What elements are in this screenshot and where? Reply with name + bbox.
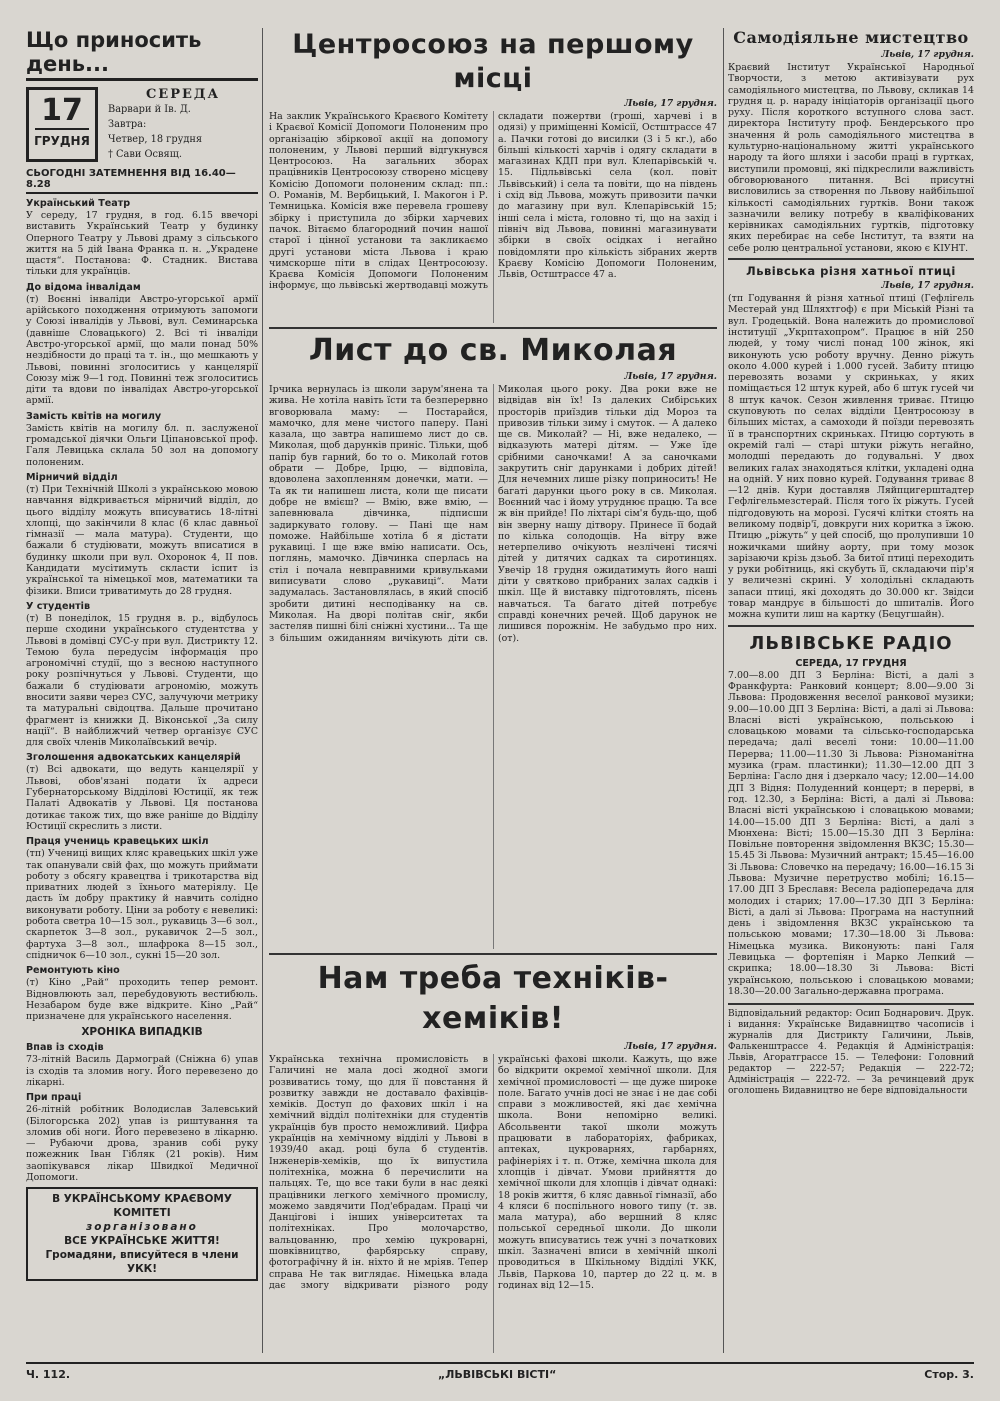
divider [728, 258, 974, 260]
section-text: (т) Кіно „Рай“ проходить тепер ремонт. Відновлюють зал, перебудовують вестибюль. Незабаром буде вже відкрите. Кіно „Рай“ призначене для українського населення. [26, 977, 258, 1023]
section-heading: Зголошення адвокатських канцелярій [26, 752, 241, 764]
imprint [728, 1003, 974, 1097]
calendar-box [26, 87, 98, 162]
article-body [269, 1054, 717, 1353]
tomorrow-date: Четвер, 18 грудня [108, 134, 203, 145]
tomorrow-label: Завтра: [108, 119, 147, 130]
divider [269, 953, 717, 955]
article-title: Нам треба техніків-хеміків! [317, 961, 669, 1036]
radio-date: СЕРЕДА, 17 ГРУДНЯ [795, 657, 907, 669]
dateline: Львів, 17 грудня. [881, 49, 974, 60]
article-text: (тп Годування й різня хатньої птиці (Гефлігель Местерай унд Шляхтгоф) є при Міській Різні та вул. Гродецькій. Вона належить до промислової інституції „Укрптахопром“. Працює в ній 250 людей, у тому числі понад 100 жінок, які виконують усю роботу вручну. Денно ріжуть около 4.000 курей і 1.000 гусей. Забиту птицю перевозять возами у скриньках, у яких поміщається 12 штук курей, або 6 штук гусей чи 8 штук качок. Сезон живлення триває. Птицю скуповують по селах відділи Центросоюзу в більших містах, а самоходи й поїзди перевозять її в транспортних скриньках. Птицю сортують в окремій галі — старі штуки ріжуть негайно, молодші передають до годувальні. У двох великих галах знаходяться клітки, укладені одна на одній. У них повно курей. Годування триває 8—12 днів. Кури доставляв Ляйпцигерштадтер Гефлігельмезстерай. Після того їх ріжуть. Гусей підгодовують на морозі. Гусячі клітки стоять на великому подвір'ї, довкруги них коритка з їжою. Птицю „ріжуть“ у цей спосіб, що пролупивши 10 ножичками шийну аорту, при тому мозок зарізаючи крізь дзьоб. За битої птиці переходить у руки робітниць, які скубуть її, складаючи пір'я у величезні скрині. У холодільні складають запаси птиці, які доходять до 30.000 кг. Звідси товар мандрує в більшості до шпиталів. Його можна купити лиш на картку (Бецугшайн). [728, 293, 974, 621]
ukk-line: зорганізовано [86, 1221, 198, 1234]
date-info [98, 87, 258, 162]
dateline: Львів, 17 грудня. [624, 98, 717, 109]
dateline: Львів, 17 грудня. [624, 1041, 717, 1052]
section-heading: При праці [26, 1092, 82, 1104]
section-text: Замість квітів на могилу бл. п. заслуженої громадської діячки Ольги Ціпановської проф. Галя Левицька склала 50 зол на допомогу полоненим. [26, 422, 258, 468]
right-column [728, 28, 974, 1353]
ukk-announcement [26, 1187, 258, 1281]
newspaper-name: „ЛЬВІВСЬКІ ВІСТІ“ [437, 1368, 557, 1381]
middle-column [262, 28, 724, 1353]
section-text: (т) Всі адвокати, що ведуть канцелярії у Львові, обов'язані подати їх адреси Губернаторському Відділові Юстиції, як теж Палаті Адвокатів у Львові. Ця постанова дотикає також тих, що вже раніше до Відділу Юстиції скреслить з листи. [26, 764, 258, 832]
article-text: Ірчика вернулась із школи зарум'янена та жива. Не хотіла навіть їсти та безперервно вговорювала маму: — Постарайся, мамочко, для мене чистого паперу. Пані казала, що завтра напишемо лист до св. Миколая, щоб дарунків приніс. Тільки, щоб папір був гарний, бо то о. Миколай готов обрати — Добре, Ірцю, — відповіла, вдоволена захопленням донечки, мати. — Та як ти напишеш листа, коли ще писати добре не вмієш? — Вмію, вже вмію, — запевнювала дівчинка, підписши задиркувато голову. — Пані ще нам поможе. Найбільше хотіла б я дістати рукавиці. І ще вже вмію написати. Ось, поглянь, мамочко. Дівчинка сперлась на стіл і почала невправними кривульками виписувати слово „рукавиці“. Мати задумалась. Застановлялась, в який спосіб зробити дитині несподіванку на св. Миколая. На дворі політав сніг, якби застеляв пишні білі сніжні хустини... Та ще з більшим ожиданням вичікують діти св. Миколая цього року. Два роки вже не відвідав він їх! Із далеких Сибірських просторів приїздив тільки дід Мороз та привозив тільки зиму і смуток. — А далеко ще св. Миколай? — Ні, вже недалеко, — відказують матері дітям. — Уже їде срібними саночками! А за саночками закрутить сніг дарунками і добрих дітей! Для нечемних лише різку поприносить! Не багаті дарунки цього року в св. Миколая. Воєнний час і йому утруднює працю. Та все ж він прийде! По ліхтарі сім'я будь-що, щоб він зверну нашу дітвору. Принесе її бодай по кілька солодощів. На вітру вже нетерпеливо очікують незлічені тисячі дітей у дитячих садках та сиротинцях. Увечір 18 грудня ожидатимуть його нашi діти у святково прибраних залах садків і шкіл. Ще й виставку підготовлять, пісень навчаться. Та багато дітей потребує справді конечних речей. Щоб дарунок не лишився порожнім. Не забудьмо про них. (от). [269, 384, 717, 644]
imprint-text: Відповідальний редактор: Осип Боднарович. Друк. і видання: Українське Видавництво часописів і журналів для Дистрикту Галичини, Львів, Фалькенштрассе 4. Редакція й Адміністрація: Львів, Агоратграссе 15. — Телефони: Головний редактор — 222-57; Редакція — 222-72; Адміністрація — 222-72. — За речинцевий друк оголошень Видавництво не бере відповідальности [728, 1009, 974, 1097]
section-heading: До відома інвалідам [26, 281, 141, 293]
ukk-line: В УКРАЇНСЬКОМУ КРАЄВОМУ КОМІТЕТІ [52, 1193, 232, 1220]
weekday: СЕРЕДА [145, 87, 221, 102]
section-text: (тп) Учениці вищих кляс кравецьких шкіл уже так опанували свій фах, що можуть приймати роботу з обсягу кравецтва і трикотарства від приватних людей з їхнього матеріялу. Це дасть їм добру практику й навчить солідно виконувати роботу. Ціни за роботу є невеликі: робота светра 10—15 зол., рукавиць 3—6 зол., скарпеток 3—8 зол., рукавичок 2—5 зол., фартуха 3—8 зол., шлафрока 8—15 зол., спідничок 6—10 зол., сукні 15—20 зол. [26, 848, 258, 961]
section-text: 26-літній робітник Володислав Залевський (Білогорська 202) упав із риштування та зломив обі ноги. Його перевезено в лікарню. — Рубаючи дрова, зранив собі руку пожежник Іван Гібляк (21 років). Ним заопікувався лікар Швидкої Медичної Допомоги. [26, 1104, 258, 1184]
tomorrow-saint: † Сави Освящ. [108, 149, 182, 160]
section-heading: Український Театр [26, 198, 131, 209]
eclipse-notice: СЬОГОДНІ ЗАТЕМНЕННЯ ВІД 16.40—8.28 [26, 168, 258, 194]
section-heading: У студентів [26, 600, 91, 612]
page-number: Стор. 3. [924, 1368, 974, 1381]
article-text: На заклик Українського Краєвого Комітету і Краєвої Комісії Допомоги Полоненим про організацію збіркової акції на допомогу полоненим, у Львові перший відгукнувся Центросоюз. На загальних зборах працівників Центросоюзу створено місцеву Комісію Допомоги полоненим склад: пп.: О. Романів, М. Вербицький, І. Макогон і Р. Темницька. Комісія вже перевела грошеву збірку і приступила до збірки харчевих пачок. Вітаємо благородний почин нашої старої і цінної установи та закликаємо другі установи міста Львова і краю чимскорше піти в слідах Центросоюзу. Краєва Комісія Допомоги Полоненим інформує, що львівські жертводавці можуть складати пожертви (гроші, харчеві і в одязі) у приміщенні Комісії, Остштрассе 47 а. Пачки готові до висилки (3 і 5 кг.), або більші кількості харчів і одягу складати в магазинах КДП при вул. Клепарівській ч. 15. Підльвівські села (кол. повіт Львівський) і села та повіти, що на південь і схід від Львова, можуть привозити пачки до магазину при вул. Клепарівській 15; інші села і міста, головно ті, що на захід і північ від Львова, повинні магазинувати збірки в своїх осідках і негайно повідомляти про кількість зібраних жертв Краєву Комісію Допомоги Полоненим, Львів, Остштрассе 47 а. [269, 111, 717, 292]
divider [728, 625, 974, 627]
article-text: Краєвий Інститут Української Народньої Творчости, з метою активізувати рух самодіяльного мистецтва, по Львову, скликав 14 грудня ц. р. нараду ініціаторів організації цього руху. Після короткого вступного слова заст. директора Інституту проф. Бендерського про значення й роль самодіяльного мистецтва в культурно-національному житті українського народу та його шляхи і засоби праці в гуртках, виступили промовці, які підкреслили важливість обговорюваного питання. Всі присутні висловились за створення по Львову найбільшої кількості самодіяльних гуртків. Вони також зазначили велику потребу в кваліфікованих керівниках самодіяльних гуртків, підготовку яких перебирає на себе Інститут, та взяти на себе ролю центральної установи, якою є КІУНТ. [728, 62, 974, 254]
section-heading: Впав із сходів [26, 1042, 104, 1054]
radio-program: 7.00—8.00 ДП З Берліна: Вісті, а далі з Франкфурта: Ранковий концерт; 8.00—9.00 Зі Львова: Продовження веселої ранкової музики; 9.00—10.00 ДП З Берліна: Вісті, а далі зі Львова: Власні вісті українською, польською і словацькою мовами та сільсько-господарська передача; далі веселі тони: 10.00—11.00 Перерва; 11.00—11.30 Зі Львова: Різноманітна музика (грам. пластинки); 11.30—12.00 ДП З Берліна: Гасло дня і дзеркало часу; 12.00—14.00 ДП З Відня: Полуденний концерт; в перерві, в год. 12.30, з Берліна: Вісті, а далі зі Львова: Власні вісті українською і словацькою мовами; 14.00—15.00 ДП З Берліна: Вісті, а далі з Мюнхена: Вісті; 15.00—15.30 ДП З Берліна: Повільне повторення звідомлення ВКЗС; 15.30—15.45 Зі Львова: Музичний антракт; 15.45—16.00 Зі Львова: Словечко на передачу; 16.00—16.15 Зі Львова: Музичне перетруство мобілі; 16.15—17.00 ДП З Бреславя: Весела радіопередача для молодих і старих; 17.00—17.30 ДП З Берліна: Вісті, а далі зі Львова: Програма на наступний день і звідомлення ВКЗС українською та польською мовами; 17.30—18.00 Зі Львова: Німецька музика. Виконують: пані Галя Левицька — фортепіян і Марко Лепкий — скрипка; 18.00—18.30 Зі Львова: Вісті українською, польською і словацькою мовами; 18.30—20.00 Загально-державна програма. [728, 669, 974, 997]
day-number: 17 [35, 94, 89, 130]
left-column [26, 28, 258, 1353]
section-text: (т) В понеділок, 15 грудня в. р., відбулось перше сходини українського студентства у Львові в домівці СУС-у при вул. Дистрикту 12. Темою була передусім інформація про агрономічні студії, що з весною наступного року розпічнуться у Львові. Студенти, що бажали б студіювати агрономію, можуть вносити заяви через СУС, залучуючи метрику та матуральні свідоцтва. Дальше прочитано фрагмент із книжки Д. Віконської „За силу нації“. В найближчий четвер організує СУС для своїх членів Миколаївський вечір. [26, 612, 258, 749]
article-body [269, 384, 717, 949]
section-text: (т) При Технічній Школі з українською мовою навчання відкривається мірничий відділ, до цього відділу можуть вписуватись 18-літні хлопці, що закінчили 8 клас (6 клас давньої гімназії — мала матура). Студенти, що бажали б студіювати, можуть вписатися в будинку школи при вул. Охоронок 4, II пов. Кандидати мусітимуть скласти іспит із української та німецької мов, математики та фізики. Вписи триватимуть до 28 грудня. [26, 483, 258, 597]
section-heading: Замість квітів на могилу [26, 410, 162, 422]
dateline: Львів, 17 грудня. [881, 280, 974, 292]
article-title: Львівська різня хатньої птиці [746, 264, 956, 279]
section-text: 73-літній Василь Дармограй (Сніжна 6) упав із сходів та зломив ногу. Його перевезено до лікарні. [26, 1054, 258, 1088]
chronicle-heading: ХРОНІКА ВИПАДКІВ [81, 1026, 203, 1039]
saints: Варвари й Ів. Д. [108, 104, 191, 115]
page-footer [26, 1362, 974, 1381]
radio-title: ЛЬВІВСЬКЕ РАДІО [749, 632, 953, 654]
section-text: У середу, 17 грудня, в год. 6.15 ввечорі виставить Український Театр у будинку Оперного Театру у Львові драму з сільського життя на 5 дій Івана Франка п. н. „Украдене щастя“. Постанова: Ф. Стадник. Вистава тільки для українців. [26, 210, 258, 278]
issue-number: Ч. 112. [26, 1368, 71, 1381]
ukk-line: Громадяни, вписуйтеся в члени УКК! [45, 1249, 239, 1276]
article-text: Українська технічна промисловість в Галичині не мала досі жодної змоги розвиватись тому, що для її повстання й розвитку завжди не доставало фахівців-хеміків. Доступ до фахових шкіл і на хемічний відділ політехніки для студентів українців був просто неможливий. Цифра українців на хемічному відділі у Львові в 1939/40 акад. році була б студентів. Інженерів-хеміків, що їх випустила політехніка, можна б перечислити на пальцях. Те, що все таки були в нас деякі працівники легкого хемічного промислу, можемо завдячити Под'ебрадам. Праці чи Данцігові і інших університетах та політехніках. Про молочарство, вальцованню, про хемію цукроварні, шовківництво, фарбярську справу, фотографічну й ін. ніхто й не мріяв. Тепер справа Не так виглядає. Німецька влада дає змогу відкривати різного роду українські фахові школи. Кажуть, що вже бo відкрити окремої хемічної школи. Для хемічної промисловості — ще дуже широке поле. Багато учнів досі не знає і не дає собі справи з можливостей, які дає хемічна школа. Вони непомірно великі. Абсольвенти такої школи можуть працювати в лабораторіях, фабриках, аптеках, цукроварнях, гарбарнях, рафінеріях і т. п. Отже, хемічна школа для хлопців і дівчат. Умови прийняття до хемічної школи для хлопців і дівчат однакі: 18 років життя, 6 кляс давньої гімназії, або 4 кляси 6 поспільного нового типу (т. зв. мала матура), або вершний 8 кляс польської середньої школи. До школи можуть вписуватись теж учні з початкових шкіл. Зазначені вписи в хемічній школі проводиться в Шкільному Відділі УКК, Львів, Паркова 10, партер до 22 ц. м. в годинах від 12—15. [269, 1054, 717, 1291]
masthead-title: Що приносить день... [26, 28, 258, 81]
article-title: Самодіяльне мистецтво [733, 28, 969, 47]
section-heading: Мірничий відділ [26, 471, 118, 483]
section-text: (т) Воєнні інваліди Австро-угорської армії арійського походження отримують запомоги у Союзі інвалідів у Львові, вул. Семинарська (давніше Словацького) 2. Всі ті інваліди Австро-угорської армії, що мали понад 50% нездібности до праці та т. ін., що мешкають у Львові, повинні зголоситись у канцелярії Союзу між 9—1 год. Повинні теж зголоситись діти та вдови по інвалідах Австро-угорської армії. [26, 293, 258, 407]
section-heading: Праця учениць кравецьких шкіл [26, 836, 209, 848]
month-name: ГРУДНЯ [34, 134, 90, 148]
article-body [269, 111, 717, 323]
article-title: Центросоюз на першому місці [292, 29, 694, 94]
date-block [26, 87, 258, 162]
article-title: Лист до св. Миколая [308, 333, 678, 368]
section-heading: Ремонтують кіно [26, 965, 120, 977]
ukk-line: ВСЕ УКРАЇНСЬКЕ ЖИТТЯ! [64, 1235, 220, 1248]
dateline: Львів, 17 грудня. [624, 371, 717, 382]
divider [269, 327, 717, 329]
